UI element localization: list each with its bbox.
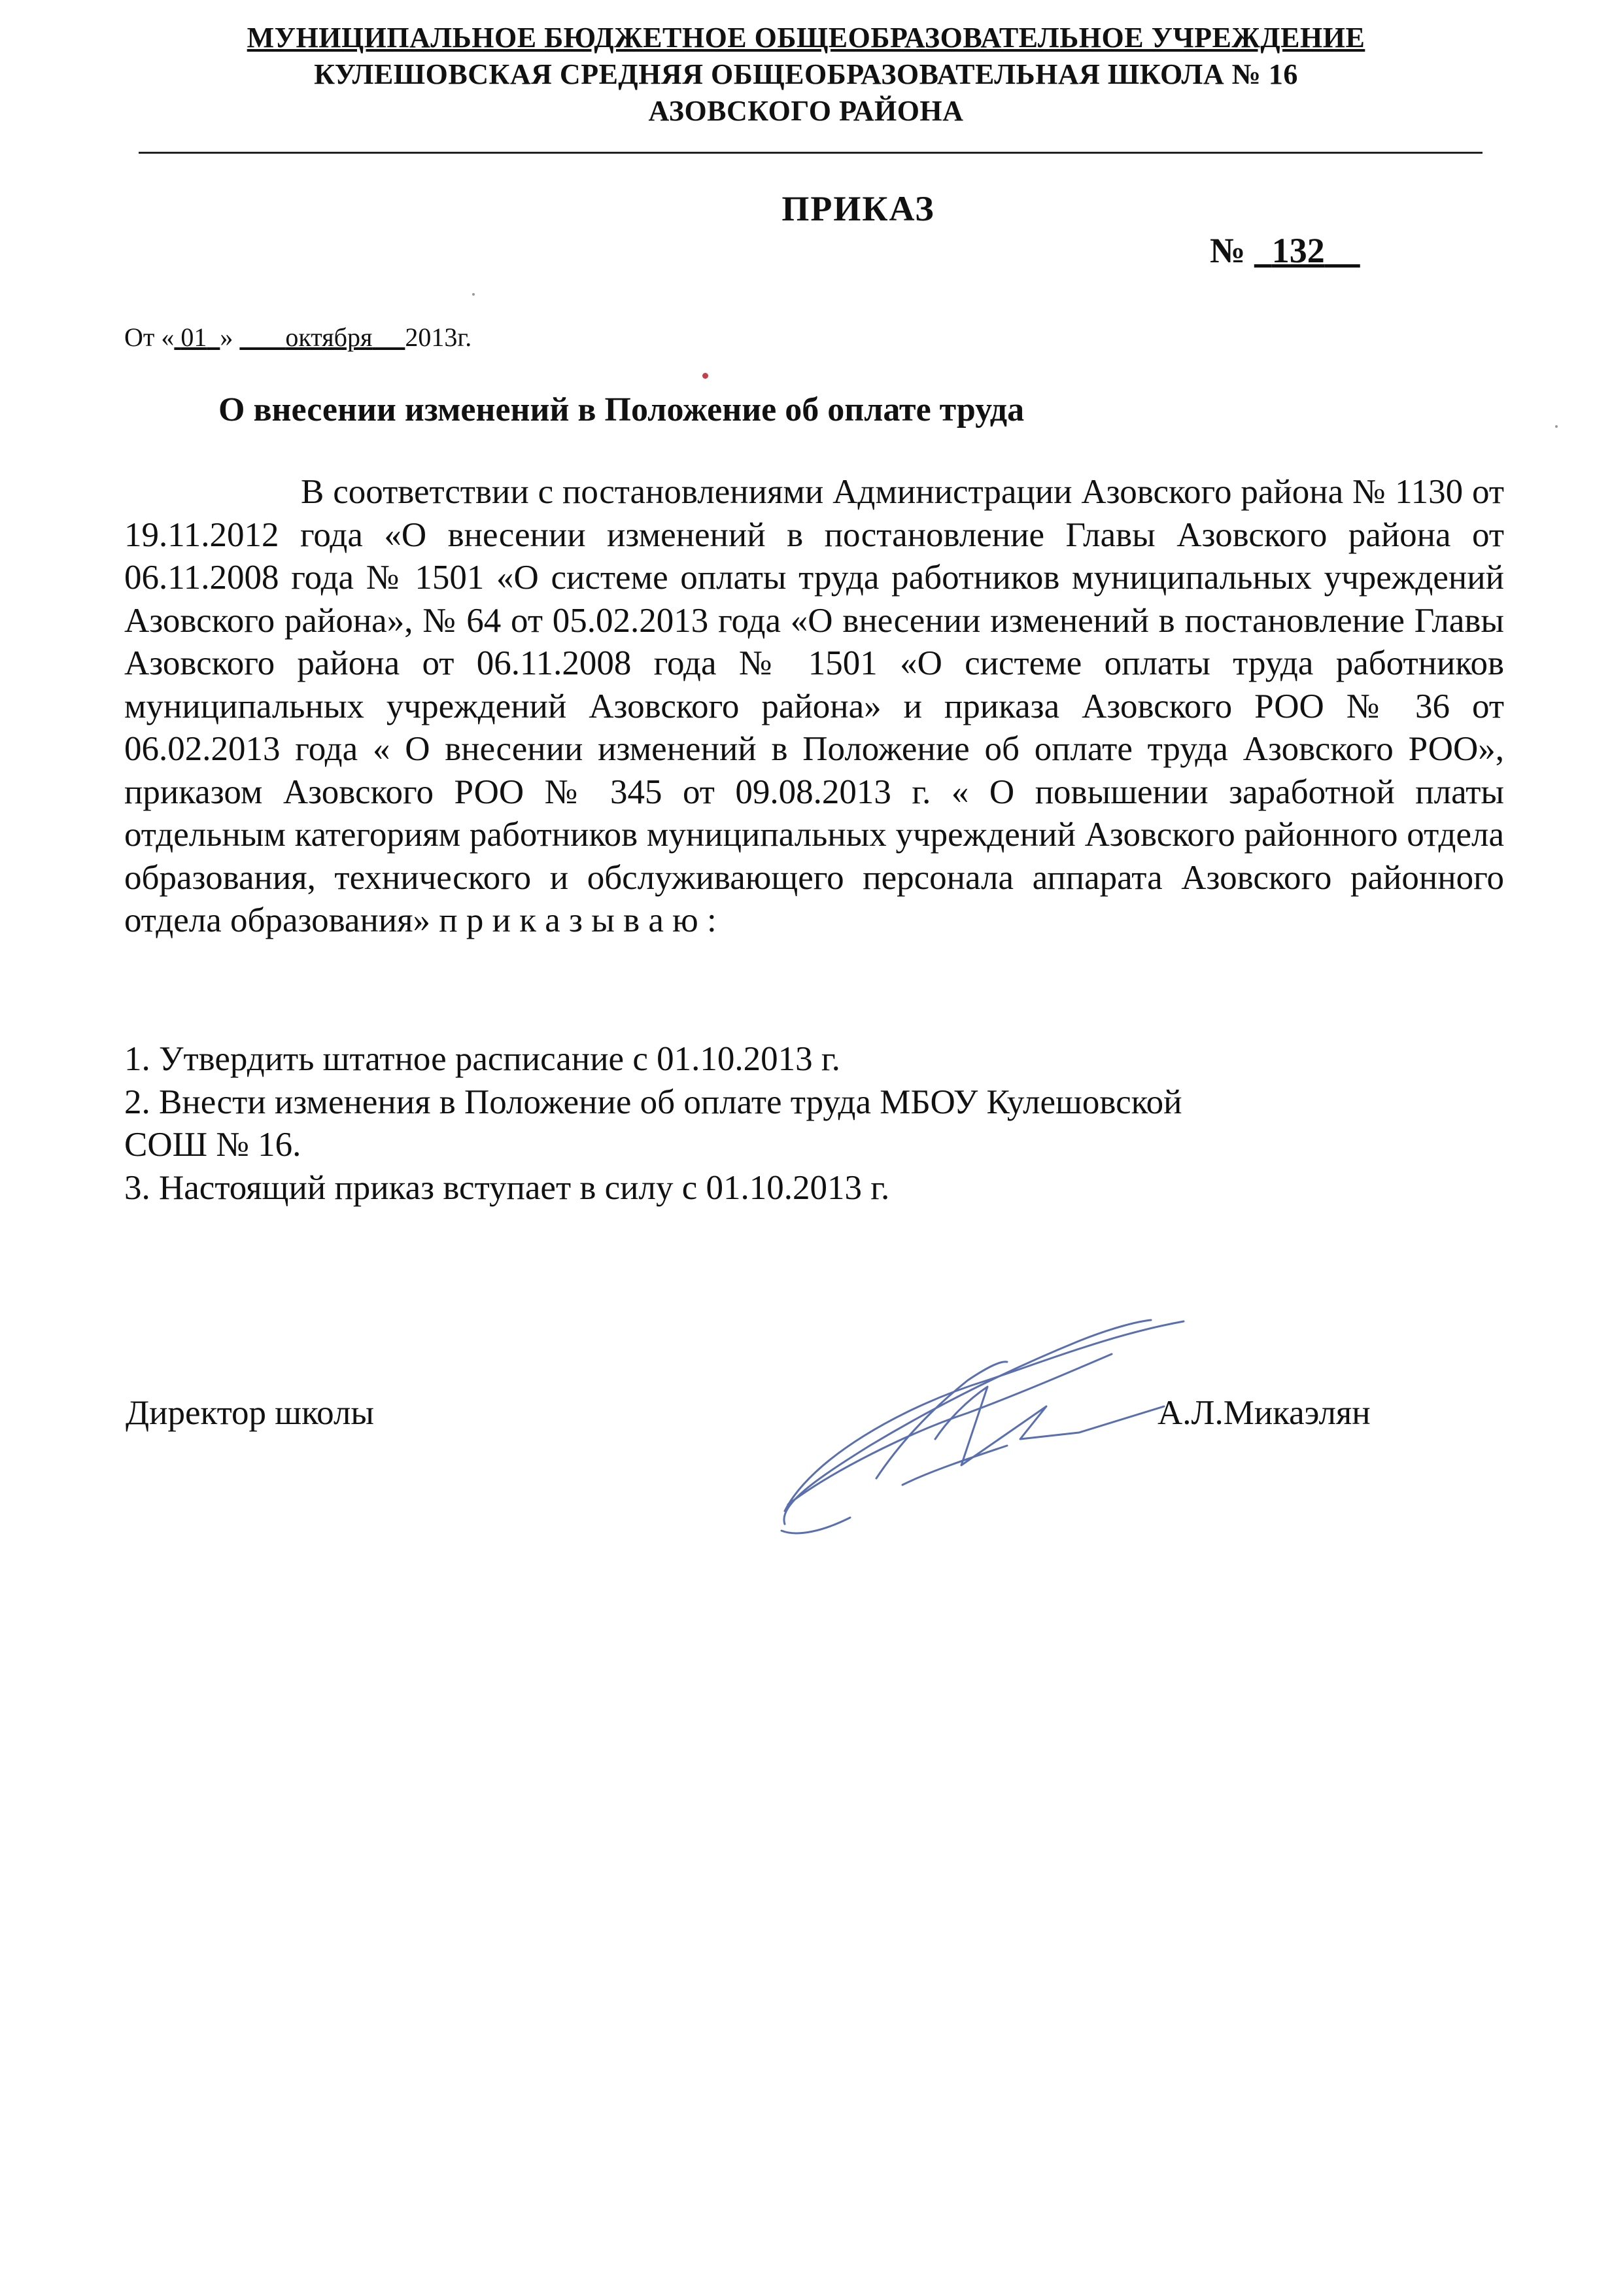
list-item: СОШ № 16.	[124, 1126, 301, 1164]
date-day-text: 01	[180, 322, 207, 352]
header-school: КУЛЕШОВСКАЯ СРЕДНЯЯ ОБЩЕОБРАЗОВАТЕЛЬНАЯ ШКОЛА № 16	[314, 58, 1298, 90]
signature-strokes	[781, 1320, 1184, 1533]
handwritten-signature	[772, 1308, 1203, 1544]
order-title: ПРИКАЗ	[781, 189, 935, 228]
date-month-text: октября	[285, 322, 373, 352]
order-date	[124, 322, 472, 353]
order-number-value	[1254, 231, 1360, 270]
order-number	[1210, 230, 1360, 271]
order-subject: О внесении изменений в Положение об оплате труда	[218, 391, 1025, 428]
signatory-name: А.Л.Микаэлян	[1158, 1394, 1371, 1432]
order-body-text: В соответствии с постановлениями Администрации Азовского района № 1130 от 19.11.2012 года «О внесении изменений в постановление Главы Азовского района от 06.11.2008 года № 1501 «О системе оплаты труда работников муниципальных учреждений Азовского района», № 64 от 05.02.2013 года «О внесении изменений в постановление Главы Азовского района от 06.11.2008 года № 1501 «О системе оплаты труда работников муниципальных учреждений Азовского района» и приказа Азовского РОО № 36 от 06.02.2013 года « О внесении изменений в Положение об оплате труда Азовского РОО», приказом Азовского РОО № 345 от 09.08.2013 г. « О повышении заработной платы отдельным категориям работников муниципальных учреждений Азовского районного отдела образования, технического и обслуживающего персонала аппарата Азовского районного отдела образования» п р и к а з ы в а ю :	[124, 473, 1504, 939]
order-items	[124, 1038, 1182, 1209]
header-rule	[139, 152, 1483, 154]
order-number-prefix: №	[1210, 231, 1246, 270]
list-item: 2. Внести изменения в Положение об оплате труда МБОУ Кулешовской	[124, 1083, 1182, 1121]
date-mid: »	[220, 322, 233, 352]
date-prefix: От «	[124, 322, 175, 352]
order-body	[124, 471, 1504, 943]
order-number-text: 132	[1271, 231, 1325, 270]
paper-speck	[1555, 425, 1558, 428]
header-organization: МУНИЦИПАЛЬНОЕ БЮДЖЕТНОЕ ОБЩЕОБРАЗОВАТЕЛЬНОЕ УЧРЕЖДЕНИЕ	[247, 22, 1365, 54]
signatory-role: Директор школы	[126, 1394, 375, 1432]
paper-speck	[702, 373, 708, 379]
header-district: АЗОВСКОГО РАЙОНА	[648, 95, 964, 127]
list-item: 1. Утвердить штатное расписание с 01.10.2013 г.	[124, 1040, 840, 1078]
date-day	[174, 322, 220, 352]
paper-speck	[472, 293, 475, 296]
list-item: 3. Настоящий приказ вступает в силу с 01.10.2013 г.	[124, 1168, 890, 1207]
date-month	[239, 322, 405, 352]
date-year: 2013г.	[405, 322, 472, 352]
